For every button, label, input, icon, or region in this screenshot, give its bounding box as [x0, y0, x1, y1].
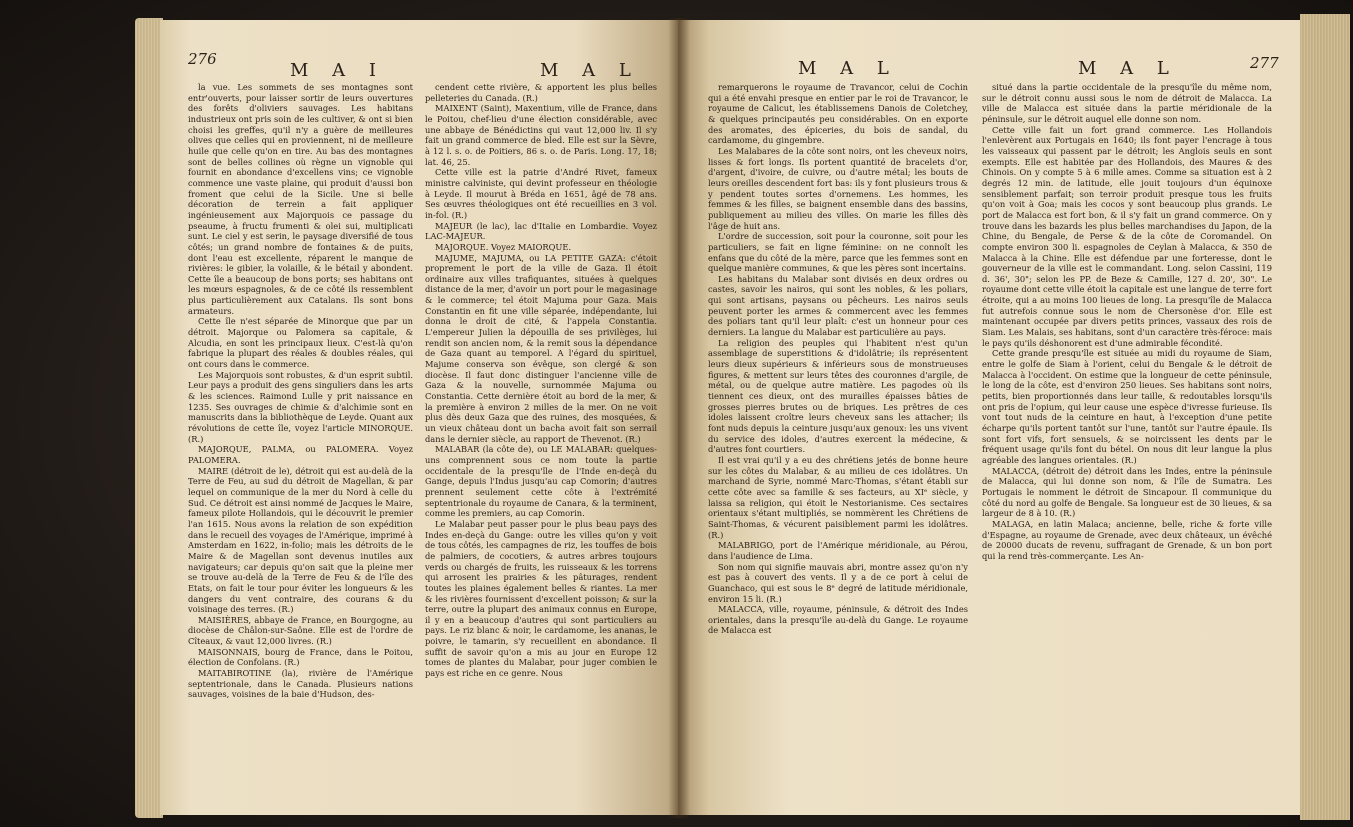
paragraph: MALAGA, en latin Malaca; ancienne, belle, riche & forte ville d'Espagne, au royaume de Grenade, avec deux châteaux, un évêché de 20000 ducats de revenu, suffragant de Grenade, & un bon port qui la rend très-commerçante. Les An- [982, 518, 1272, 561]
page-number-left: 276 [188, 50, 217, 68]
paragraph: remarquerons le royaume de Travancor, celui de Cochin qui a été envahi presque en entier par le roi de Travancor, le royaume de Calicut, les établissemens Danois de Coletchey, & quelques principautés peu considérables. On en exporte des aromates, des épiceries, du bois de sandal, du cardamome, du gingembre. [708, 82, 968, 146]
left-column-2 [425, 82, 657, 807]
paragraph: Son nom qui signifie mauvais abri, montre assez qu'on n'y est pas à couvert des vents. Il y a de ce port à celui de Guanchaco, qui est sous le 8ᵉ degré de latitude méridionale, environ 15 li. (R.) [708, 561, 968, 604]
left-page-edges [135, 18, 163, 818]
running-head-right-1: M A L [798, 58, 898, 79]
paragraph: Le Malabar peut passer pour le plus beau pays des Indes en-deçà du Gange: outre les villes qu'on y voit de tous côtés, les campagnes de riz, les touffes de bois de palmiers, de cocotiers, & autres arbres toujours verds ou chargés de fruits, les ruisseaux & les torrens qui arrosent les prairies & les pâturages, rendent toutes les plaines également belles & riantes. La mer & les rivières fournissent d'excellent poisson; & sur la terre, outre la plupart des animaux connus en Europe, il y en a beaucoup d'autres qui sont particuliers au pays. Le riz blanc & noir, le cardamome, les ananas, le poivre, le tamarin, s'y recueillent en abondance. Il suffit de savoir qu'on a mis au jour en Europe 12 tomes de plantes du Malabar, pour juger combien le pays est riche en ce genre. Nous [425, 518, 657, 679]
paragraph: Cette ville est la patrie d'André Rivet, fameux ministre calviniste, qui devint professeur en théologie à Leyde. Il mourut à Bréda en 1651, âgé de 78 ans. Ses œuvres théologiques ont été recueillies en 3 vol. in-fol. (R.) [425, 167, 657, 220]
paragraph: MALABRIGO, port de l'Amérique méridionale, au Pérou, dans l'audience de Lima. [708, 540, 968, 561]
left-column-1 [188, 82, 413, 807]
running-head-left-1: M A I [290, 60, 385, 81]
paragraph: MAJUME, MAJUMA, ou LA PETITE GAZA: c'étoit proprement le port de la ville de Gaza. Il étoit ordinaire aux villes trafiquantes, situées à quelques distance de la mer, d'avoir un port pour le magasinage & le commerce; tel étoit Majuma pour Gaza. Mais Constantin en fit une ville séparée, indépendante, lui donna le droit de cité, & l'appela Constantia. L'empereur Julien la dépouilla de ses privilèges, lui rendit son ancien nom, & la remit sous la dépendance de Gaza quant au temporel. A l'égard du spirituel, Majume conserva son évêque, son clergé & son diocèse. Il faut donc distinguer l'ancienne ville de Gaza & la nouvelle, surnommée Majuma ou Constantia. Cette dernière étoit au bord de la mer, & la première à environ 2 milles de la mer. On ne voit plus dès deux Gaza que des ruines, des mosquées, & un vieux château dont un bacha avoit fait son serrail dans le dernier siècle, au rapport de Thevenot. (R.) [425, 252, 657, 444]
paragraph: Cette grande presqu'île est située au midi du royaume de Siam, entre le golfe de Siam à l'orient, celui du Bengale & le détroit de Malacca à l'occident. On estime que la longueur de cette péninsule, le long de la côte, est d'environ 250 lieues. Ses habitans sont noirs, petits, bien proportionnés dans leur taille, & redoutables lorsqu'ils ont pris de l'opium, qui leur cause une espèce d'ivresse furieuse. Ils vont tout nuds de la ceinture en haut, à l'exception d'une petite écharpe qu'ils portent tantôt sur l'une, tantôt sur l'autre épaule. Ils sont fort vifs, fort sensuels, & se noircissent les dents par le fréquent usage qu'ils font du bétel. On nous dit leur langue la plus agréable des langues orientales. (R.) [982, 348, 1272, 465]
paragraph: MAIRE (détroit de le), détroit qui est au-delà de la Terre de Feu, au sud du détroit de Magellan, & par lequel on communique de la mer du Nord à celle du Sud. Ce détroit est ainsi nommé de Jacques le Maire, fameux pilote Hollandois, qui le découvrit le premier l'an 1615. Nous avons la relation de son expédition dans le recueil des voyages de l'Amérique, imprimé à Amsterdam en 1622, in-folio; mais les détroits de le Maire & de Magellan sont devenus inutiles aux navigateurs; car depuis qu'on sait que la pleine mer se trouve au-delà de la Terre de Feu & de l'île des Etats, on fait le tour pour éviter les longueurs & les dangers du vent contraire, des courans & du voisinage des terres. (R.) [188, 465, 413, 615]
paragraph: MAJORQUE. Voyez MAIORQUE. [435, 241, 572, 252]
paragraph: MALABAR (la côte de), ou LE MALABAR: quelques-uns comprennent sous ce nom toute la partie occidentale de la presqu'île de l'Inde en-deçà du Gange, depuis l'Indus jusqu'au cap Comorin; d'autres prennent seulement cette côte à l'extrémité septentrionale du royaume de Canara, & la terminent, comme les premiers, au cap Comorin. [425, 444, 657, 519]
paragraph: la vue. Les sommets de ses montagnes sont entr'ouverts, pour laisser sortir de leurs ouvertures des forêts d'oliviers sauvages. Les habitans industrieux ont pris soin de les cultiver, & ont si bien choisi les greffes, qu'il n'y a guère de meilleures olives que celles qui en proviennent, ni de meilleure huile que celle qu'on en tire. Au bas des montagnes sont de belles collines où règne un vignoble qui fournit en abondance d'excellens vins; ce vignoble commence une vaste plaine, qui produit d'aussi bon froment que celui de la Sicile. Une si belle décoration de terrein a fait appliquer ingénieusement aux Majorquois ce passage du pseaume, à fructu frumenti & olei sui, multiplicati sunt. Le ciel y est serin, le paysage diversifié de tous côtés; un grand nombre de fontaines & de puits, dont l'eau est excellente, réparent le manque de rivières: le gibier, la volaille, & le bétail y abondent. Cette île a beaucoup de bons ports; ses habitans ont les mœurs espagnoles, & de ce côté ils ressemblent plus particulièrement aux Catalans. Ils sont bons armateurs. [188, 82, 413, 316]
paragraph: La religion des peuples qui l'habitent n'est qu'un assemblage de superstitions & d'idolâtrie; ils représentent leurs dieux supérieurs & inférieurs sous de monstrueuses figures, & mettent sur leurs têtes des couronnes d'argile, de métal, ou de quelque autre matière. Les pagodes où ils tiennent ces dieux, ont des murailles épaisses bâties de grosses pierres brutes ou de briques. Les prêtres de ces idoles laissent croître leurs cheveux sans les attacher; ils font nuds depuis la ceinture jusqu'aux genoux: les uns vivent du service des idoles, d'autres exercent la médecine, & d'autres font courtiers. [708, 337, 968, 455]
paragraph: MALACCA, ville, royaume, péninsule, & détroit des Indes orientales, dans la presqu'île au-delà du Gange. Le royaume de Malacca est [708, 604, 968, 636]
paragraph: MAJORQUE, PALMA, ou PALOMERA. Voyez PALOMERA. [188, 444, 413, 465]
paragraph: cendent cette rivière, & apportent les plus belles pelleteries du Canada. (R.) [425, 82, 657, 103]
paragraph: MAISONNAIS, bourg de France, dans le Poitou, élection de Confolans. (R.) [188, 646, 413, 668]
paragraph: MAIXENT (Saint), Maxentium, ville de France, dans le Poitou, chef-lieu d'une élection considérable, avec une abbaye de Bénédictins qui vaut 12,000 liv. Il s'y fait un grand commerce de bled. Elle est sur la Sèvre, à 12 l. s. o. de Poitiers, 86 s. o. de Paris. Long. 17, 18; lat. 46, 25. [425, 103, 657, 167]
book-gutter [668, 18, 690, 818]
paragraph: Cette île n'est séparée de Minorque que par un détroit. Majorque ou Palomera sa capitale, & Alcudia, en sont les principaux lieux. C'est-là qu'on fabrique la plupart des réales & doubles réales, qui ont cours dans le commerce. [188, 316, 413, 370]
right-page-edges [1300, 14, 1350, 820]
paragraph: MALACCA, (détroit de) détroit dans les Indes, entre la péninsule de Malacca, qui lui donne son nom, & l'île de Sumatra. Les Portugais le nomment le détroit de Sincapour. Il communique du côté du nord au golfe de Bengale. Sa longueur est de 30 lieues, & sa largeur de 8 à 10. (R.) [982, 465, 1272, 519]
paragraph: Les habitans du Malabar sont divisés en deux ordres ou castes, savoir les nairos, qui sont les nobles, & les poliars, qui sont artisans, paysans ou pêcheurs. Les nairos seuls peuvent porter les armes & commercent avec les femmes des poliars tant qu'il leur plaît: c'est un honneur pour ces derniers. La langue du Malabar est particulière au pays. [708, 273, 968, 338]
paragraph: MAJEUR (le lac), lac d'Italie en Lombardie. Voyez LAC-MAJEUR. [425, 220, 657, 242]
paragraph: Cette ville fait un fort grand commerce. Les Hollandois l'enlevèrent aux Portugais en 1640; ils font payer l'encrage à tous les vaisseaux qui passent par le détroit; les Anglois seuls en sont exempts. Elle est habitée par des Hollandois, des Maures & des Chinois. On y compte 5 à 6 mille ames. Comme sa situation est à 2 degrés 12 min. de latitude, elle jouit toujours d'un équinoxe sensiblement parfait; son terroir produit presque tous les fruits qu'on voit à Goa; mais les cocos y sont beaucoup plus grands. Le port de Malacca est fort bon, & il s'y fait un grand commerce. On y trouve dans les bazards les plus belles marchandises du Japon, de la Chine, du Bengale, de Perse & de la côte de Coromandel. On compte environ 300 li. espagnoles de Ceylan à Malacca, & 350 de Malacca à la Chine. Elle est défendue par une forteresse, dont le gouverneur de la ville est le commandant. Long. selon Cassini, 119 d. 36', 30"; selon les PP. de Beze & Camille, 127 d. 20', 30". Le royaume dont cette ville étoit la capitale est une langue de terre fort étroite, qui a au moins 100 lieues de long. La presqu'île de Malacca fut autrefois connue sous le nom de Chersonèse d'or. Elle est maintenant occupée par divers petits princes, vassaux des rois de Siam. Les Malais, ses habitans, sont d'un caractère très-féroce: mais le pays qu'ils déshonorent est d'une admirable fécondité. [982, 124, 1272, 348]
right-column-1 [708, 82, 968, 807]
running-head-left-2: M A L [540, 60, 640, 81]
paragraph: L'ordre de succession, soit pour la couronne, soit pour les particuliers, se fait en ligne féminine: on ne connoît les enfans que du côté de la mère, parce que les femmes sont en quelque manière communes, & que les pères sont incertains. [708, 231, 968, 274]
paragraph: MAITABIROTINE (la), rivière de l'Amérique septentrionale, dans le Canada. Plusieurs nations sauvages, voisines de la baie d'Hudson, des- [188, 668, 413, 700]
paragraph: MAISIÈRES, abbaye de France, en Bourgogne, au diocèse de Châlon-sur-Saône. Elle est de l'ordre de Cîteaux, & vaut 12,000 livres. (R.) [188, 614, 413, 647]
paragraph: Il est vrai qu'il y a eu des chrétiens jetés de bonne heure sur les côtes du Malabar, & au milieu de ces idolâtres. Un marchand de Syrie, nommé Marc-Thomas, s'étant établi sur cette côte avec sa famille & ses facteurs, au XIᵉ siècle, y laissa sa religion, qui étoit le Nestorianisme. Ces sectaires orientaux s'étant multipliés, se nommèrent les Chrétiens de Saint-Thomas, & vécurent paisiblement parmi les idolâtres. (R.) [708, 454, 968, 540]
paragraph: situé dans la partie occidentale de la presqu'île du même nom, sur le détroit connu aussi sous le nom de détroit de Malacca. La ville de Malacca est située dans la partie méridionale de la péninsule, sur le détroit auquel elle donne son nom. [982, 82, 1272, 124]
paragraph: Les Malabares de la côte sont noirs, ont les cheveux noirs, lisses & fort longs. Ils portent quantité de bracelets d'or, d'argent, d'ivoire, de cuivre, ou d'autre métal; les bouts de leurs oreilles descendent fort bas: ils y font plusieurs trous & y pendent toutes sortes d'ornemens. Les hommes, les femmes & les filles, se baignent ensemble dans des bassins, publiquement au milieu des villes. On marie les filles dès l'âge de huit ans. [708, 145, 968, 231]
paragraph: Les Majorquois sont robustes, & d'un esprit subtil. Leur pays a produit des gens singuliers dans les arts & les sciences. Raimond Lulle y prit naissance en 1235. Ses ouvrages de chimie & d'alchimie sont en manuscrits dans la bibliothèque de Leyde. Quant aux révolutions de cette île, voyez l'article MINORQUE. (R.) [188, 369, 413, 444]
running-head-right-2: M A L [1078, 58, 1178, 79]
right-page [678, 20, 1300, 815]
left-page [160, 20, 680, 815]
right-column-2 [982, 82, 1272, 807]
page-number-right: 277 [1250, 54, 1279, 72]
